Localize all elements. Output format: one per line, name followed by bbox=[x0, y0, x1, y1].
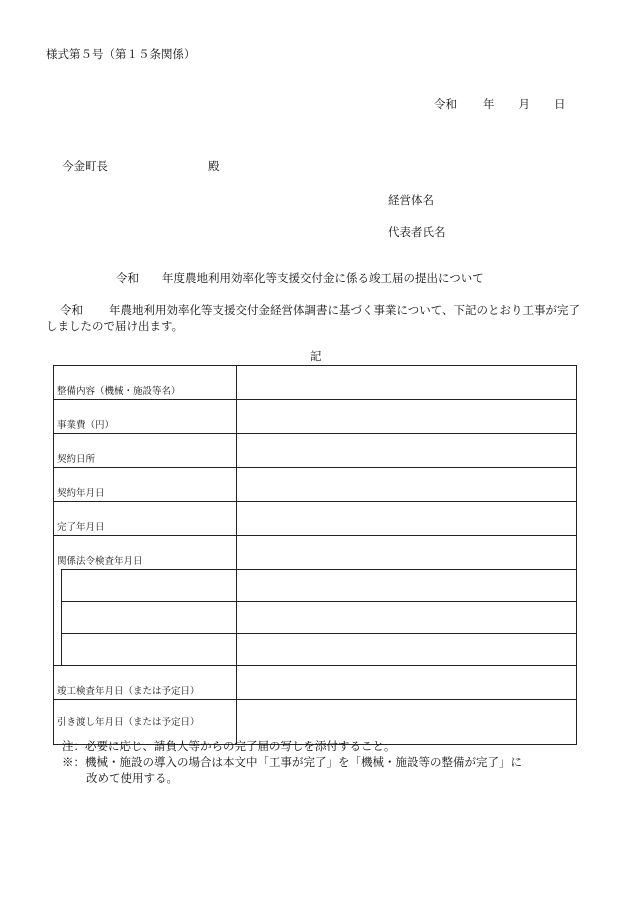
table-row bbox=[54, 468, 577, 502]
table-row bbox=[54, 400, 577, 434]
row-label: 契約年月日 bbox=[54, 468, 237, 502]
body-text: 年農地利用効率化等支援交付金経営体調書に基づく事業について、下記のとおり工事が完了しましたので届け出ます。 bbox=[46, 303, 581, 333]
addressee-name: 今金町長 bbox=[62, 159, 108, 173]
subrow-label-field[interactable] bbox=[62, 634, 237, 666]
business-name-label: 経営体名 bbox=[388, 193, 434, 207]
addressee bbox=[62, 158, 220, 174]
body-era: 令和 bbox=[60, 303, 83, 317]
row-label: 関係法令検査年月日 bbox=[54, 536, 237, 570]
note-3: 改めて使用する。 bbox=[86, 771, 178, 785]
table-row bbox=[54, 434, 577, 468]
row-value-field[interactable] bbox=[237, 366, 577, 400]
indent-cell bbox=[54, 570, 62, 602]
subject-line: 令和 年度農地利用効率化等支援交付金に係る竣工届の提出について bbox=[116, 271, 484, 285]
subrow-label-field[interactable] bbox=[62, 570, 237, 602]
row-value-field[interactable] bbox=[237, 666, 577, 700]
row-value-field[interactable] bbox=[237, 434, 577, 468]
representative-label: 代表者氏名 bbox=[388, 225, 446, 239]
date-month: 月 bbox=[518, 97, 530, 111]
table-subrow bbox=[54, 570, 577, 602]
ki-heading: 記 bbox=[310, 349, 322, 363]
row-label: 事業費（円） bbox=[54, 400, 237, 434]
indent-cell bbox=[54, 602, 62, 634]
row-value-field[interactable] bbox=[237, 468, 577, 502]
indent-cell bbox=[54, 634, 62, 666]
addressee-honorific: 殿 bbox=[208, 159, 220, 173]
row-label: 契約日所 bbox=[54, 434, 237, 468]
table-row bbox=[54, 366, 577, 400]
body-paragraph bbox=[46, 302, 586, 334]
subrow-value-field[interactable] bbox=[237, 634, 577, 666]
completion-table bbox=[53, 365, 577, 745]
date-year: 年 bbox=[483, 97, 495, 111]
date-era: 令和 bbox=[434, 97, 457, 111]
table-row bbox=[54, 502, 577, 536]
row-value-field[interactable] bbox=[237, 502, 577, 536]
table-row bbox=[54, 666, 577, 700]
table-row bbox=[54, 536, 577, 570]
row-value-field[interactable] bbox=[237, 536, 577, 570]
note-2: ※：機械・施設の導入の場合は本文中「工事が完了」を「機械・施設等の整備が完了」に bbox=[62, 755, 522, 769]
row-value-field[interactable] bbox=[237, 400, 577, 434]
row-label: 完了年月日 bbox=[54, 502, 237, 536]
subrow-value-field[interactable] bbox=[237, 602, 577, 634]
row-label: 引き渡し年月日（または予定日） bbox=[54, 700, 237, 745]
note-1: 注：必要に応じ、請負人等からの完了届の写しを添付すること。 bbox=[62, 739, 396, 753]
row-label: 竣工検査年月日（または予定日） bbox=[54, 666, 237, 700]
subrow-label-field[interactable] bbox=[62, 602, 237, 634]
table-subrow bbox=[54, 602, 577, 634]
row-label: 整備内容（機械・施設等名） bbox=[54, 366, 237, 400]
form-number: 様式第５号（第１５条関係） bbox=[46, 47, 196, 61]
table-subrow bbox=[54, 634, 577, 666]
date-day: 日 bbox=[554, 97, 566, 111]
date-line bbox=[434, 96, 566, 112]
subrow-value-field[interactable] bbox=[237, 570, 577, 602]
